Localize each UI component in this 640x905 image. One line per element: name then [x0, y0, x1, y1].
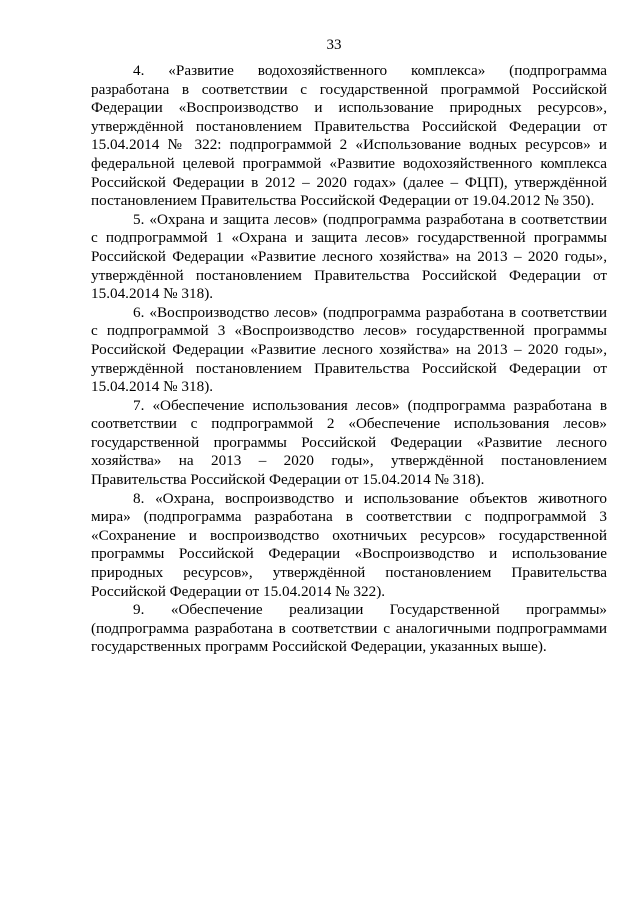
paragraph-item-7: 7. «Обеспечение использования лесов» (подпрограмма разработана в соответствии с подпрограммой 2 «Обеспечение использования лесов» государственной программы Российской Федерации «Развитие лесного хозяйства» на 2013 – 2020 годы», утверждённой постановлением Правительства Российской Федерации от 15.04.2014 № 318). — [91, 396, 607, 489]
paragraph-item-8: 8. «Охрана, воспроизводство и использование объектов животного мира» (подпрограмма разработана в соответствии с подпрограммой 3 «Сохранение и воспроизводство охотничьих ресурсов» государственной программы Российской Федерации «Воспроизводство и использование природных ресурсов», утверждённой постановлением Правительства Российской Федерации от 15.04.2014 № 322). — [91, 489, 607, 600]
paragraph-item-9: 9. «Обеспечение реализации Государственной программы» (подпрограмма разработана в соответствии с аналогичными подпрограммами государственных программ Российской Федерации, указанных выше). — [91, 601, 607, 656]
paragraph-item-6: 6. «Воспроизводство лесов» (подпрограмма разработана в соответствии с подпрограммой 3 «Воспроизводство лесов» государственной программы Российской Федерации «Развитие лесного хозяйства» на 2013 – 2020 годы», утверждённой постановлением Правительства Российской Федерации от 15.04.2014 № 318). — [91, 303, 607, 396]
paragraph-item-4: 4. «Развитие водохозяйственного комплекса» (подпрограмма разработана в соответствии с государственной программой Российской Федерации «Воспроизводство и использование природных ресурсов», утверждённой постановлением Правительства Российской Федерации от 15.04.2014 № 322: подпрограммой 2 «Использование водных ресурсов» и федеральной целевой программой «Развитие водохозяйственного комплекса Российской Федерации в 2012 – 2020 годах» (далее – ФЦП), утверждённой постановлением Правительства Российской Федерации от 19.04.2012 № 350). — [91, 62, 607, 210]
document-body — [91, 62, 607, 657]
page-number: 33 — [326, 37, 342, 53]
paragraph-item-5: 5. «Охрана и защита лесов» (подпрограмма разработана в соответствии с подпрограммой 1 «Охрана и защита лесов» государственной программы Российской Федерации «Развитие лесного хозяйства» на 2013 – 2020 годы», утверждённой постановлением Правительства Российской Федерации от 15.04.2014 № 318). — [91, 210, 607, 303]
